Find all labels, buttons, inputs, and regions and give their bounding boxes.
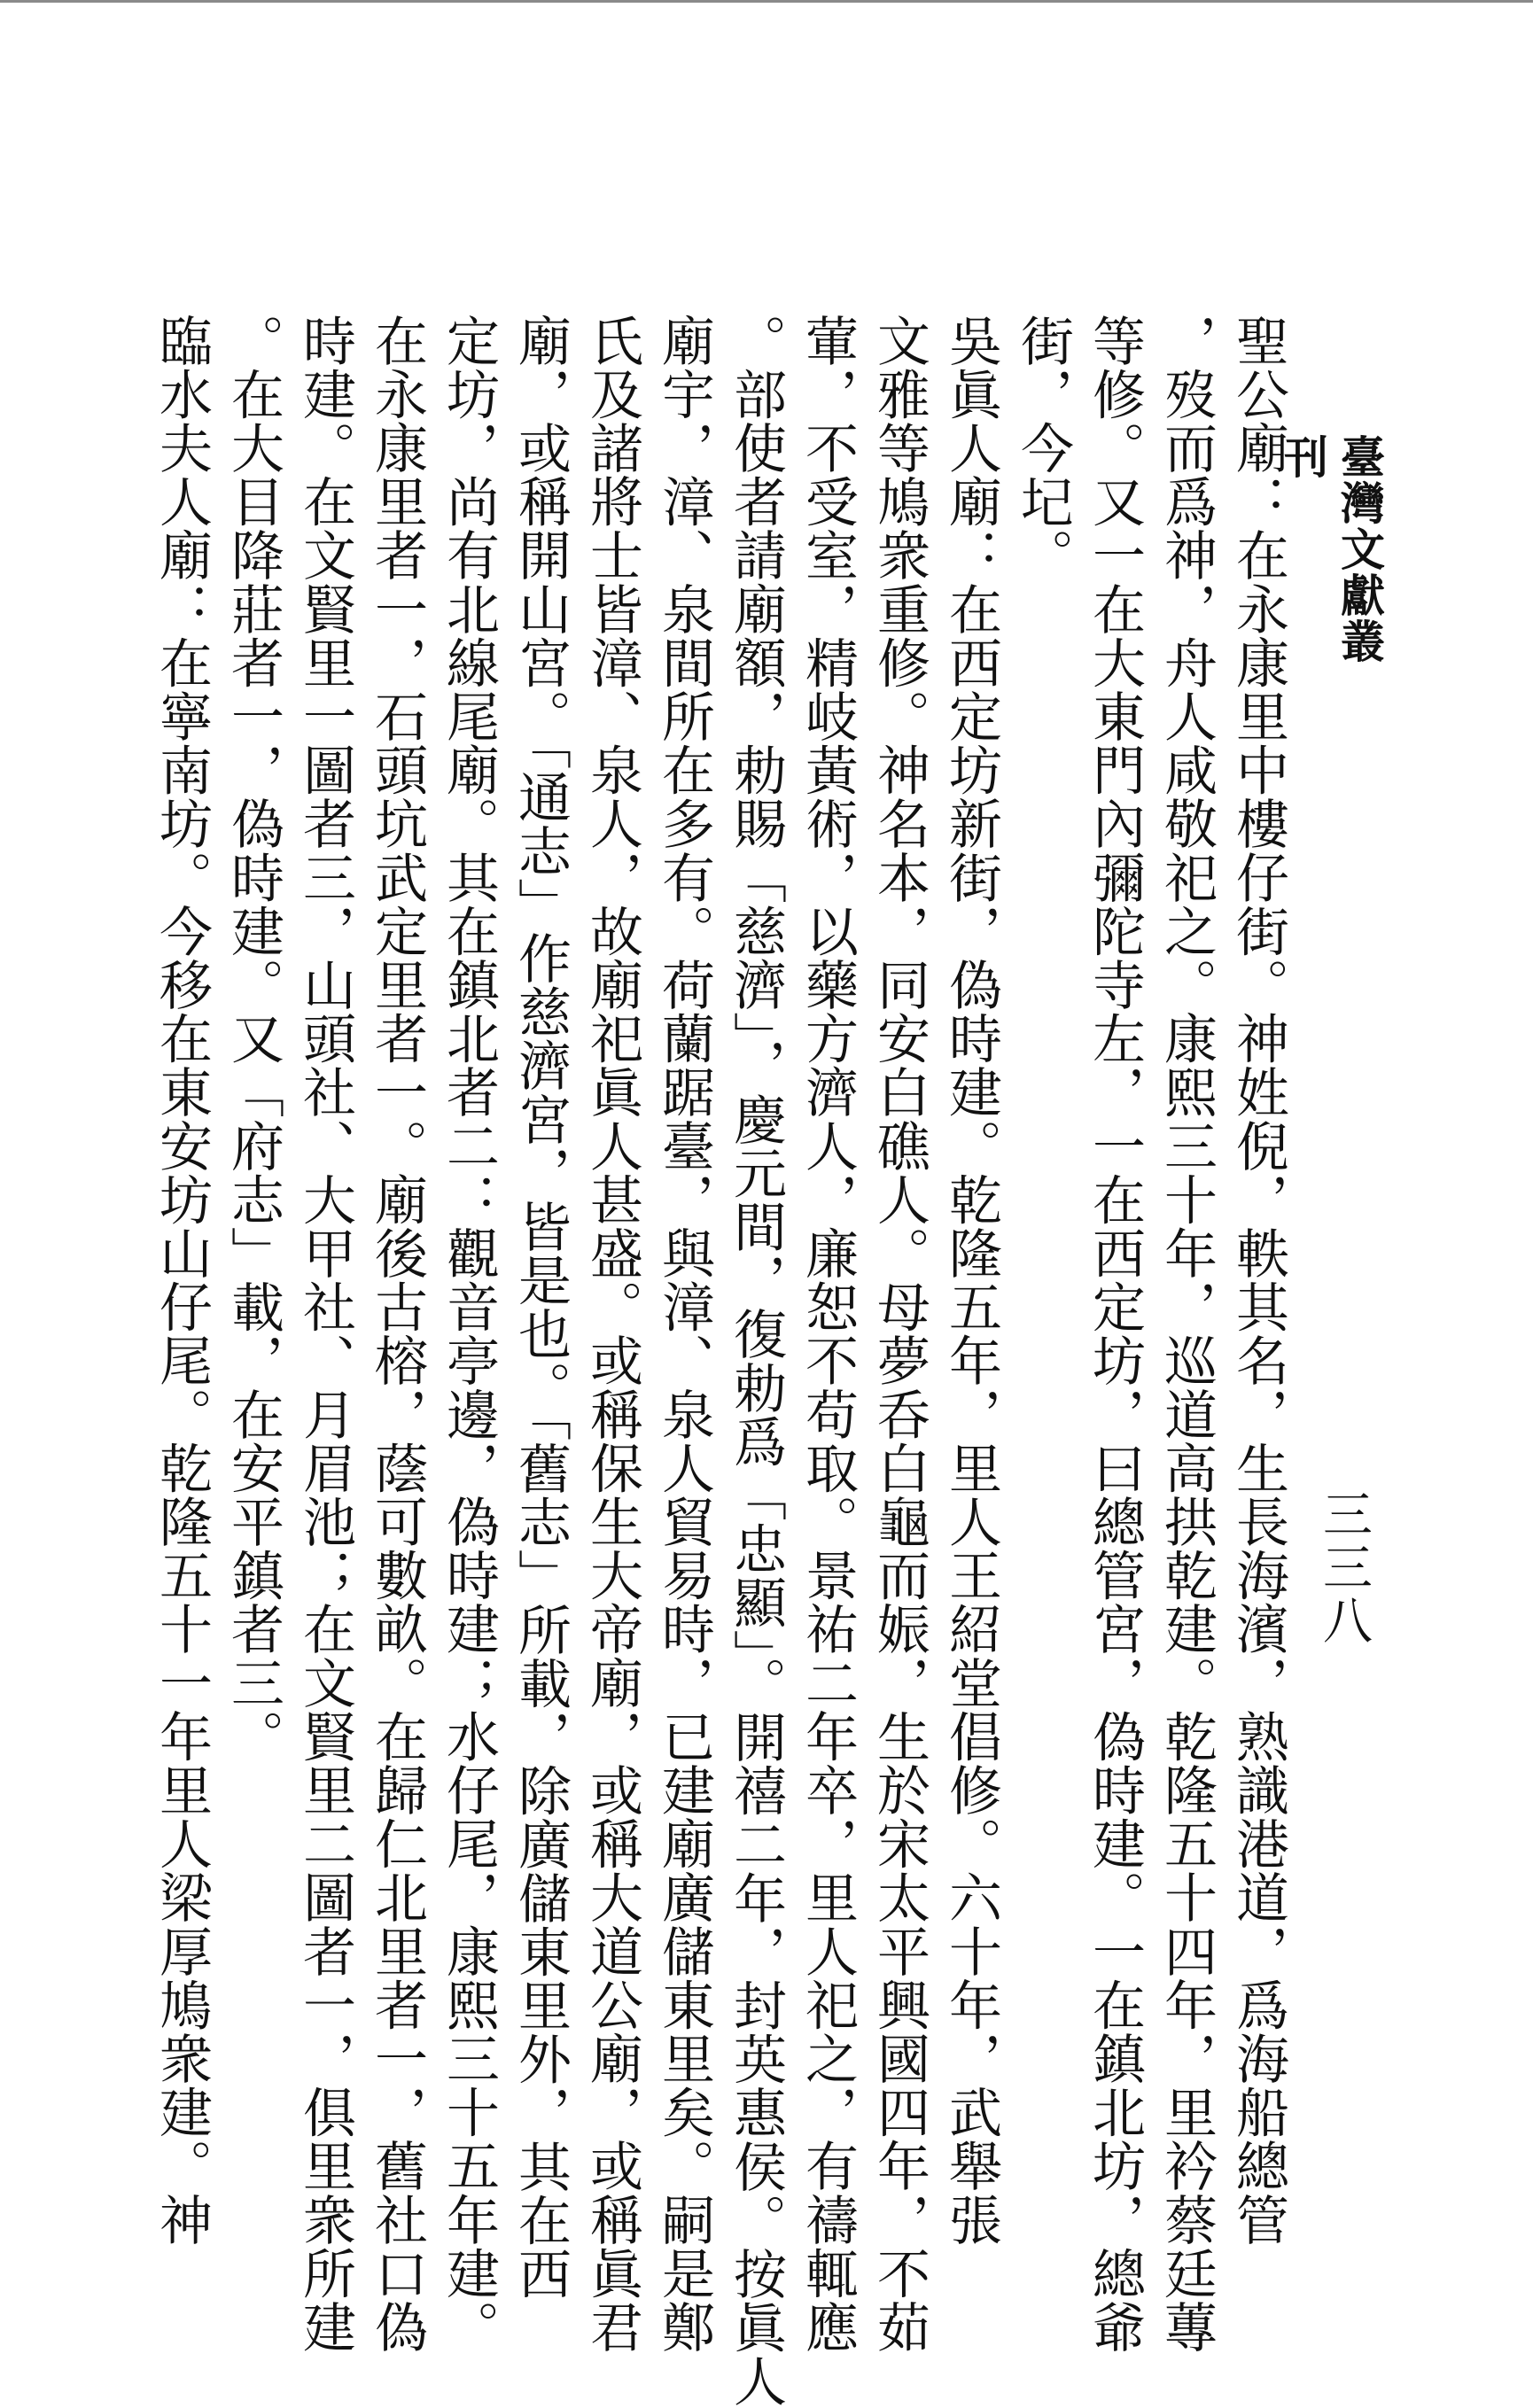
running-head-title: 臺灣文獻叢刊 (1277, 434, 1386, 664)
text-line: 。部使者請廟額，勅賜「慈濟」，慶元間，復勅爲「忠顯」。開禧二年，封英惠侯。按眞人 (725, 314, 787, 2408)
text-line: 廟，或稱開山宮。「通志」作慈濟宮，皆是也。「舊志」所載，除廣儲東里外，其在西 (510, 314, 572, 2301)
text-line: 街，今圮。 (1012, 314, 1074, 582)
entry-linshui-furen-temple (145, 199, 217, 2247)
text-line: 聖公廟：在永康里中樓仔街。神姓倪，軼其名，生長海濱，熟識港道，爲海船總管 (1227, 314, 1289, 2247)
text-line: 。在大目降莊者一，偽時建。又「府志」載，在安平鎮者三。 (222, 314, 284, 1764)
top-border-rule (0, 0, 1533, 3)
text-line: 定坊，尚有北線尾廟。其在鎮北者二：觀音亭邊，偽時建；水仔尾，康熙三十五年建。 (438, 314, 500, 2354)
text-line: 氏及諸將士皆漳、泉人，故廟祀眞人甚盛。或稱保生大帝廟，或稱大道公廟，或稱眞君 (581, 314, 643, 2354)
text-line: 時建。在文賢里一圖者三，山頭社、大甲社、月眉池；在文賢里二圖者一，俱里衆所建 (294, 314, 356, 2354)
text-line: 臨水夫人廟：在寧南坊。今移在東安坊山仔尾。乾隆五十一年里人梁厚鳩衆建。神 (151, 314, 213, 2247)
text-line: 文雅等鳩衆重修。神名本，同安白礁人。母夢呑白龜而娠，生於宋太平興國四年，不茹 (868, 314, 930, 2354)
text-line: 在永康里者一，石頭坑武定里者一。廟後古榕，蔭可數畝。在歸仁北里者一，舊社口偽 (366, 314, 428, 2354)
page-number: 三三八 (1315, 1488, 1373, 1648)
text-line: 等修。又一在大東門內彌陀寺左，一在西定坊，曰總管宮，偽時建。一在鎮北坊，總爺 (1084, 314, 1146, 2354)
entry-sheng-gong-temple (1007, 199, 1294, 2354)
text-line: 吳眞人廟：在西定坊新街，偽時建。乾隆五年，里人王紹堂倡修。六十年，武舉張 (940, 314, 1002, 2247)
text-line: ，歿而爲神，舟人咸敬祀之。康熙三十年，巡道高拱乾建。乾隆五十四年，里衿蔡廷蓴 (1156, 314, 1218, 2354)
entry-wu-zhenren-temple (217, 199, 1007, 2408)
body-text (115, 199, 1294, 2408)
text-line: 廟宇，漳、泉間所在多有。荷蘭踞臺，與漳、泉人貿易時，已建廟廣儲東里矣。嗣是鄭 (653, 314, 715, 2354)
text-line: 葷，不受室，精岐黃術，以藥方濟人，廉恕不苟取。景祐二年卒，里人祀之，有禱輒應 (797, 314, 859, 2354)
